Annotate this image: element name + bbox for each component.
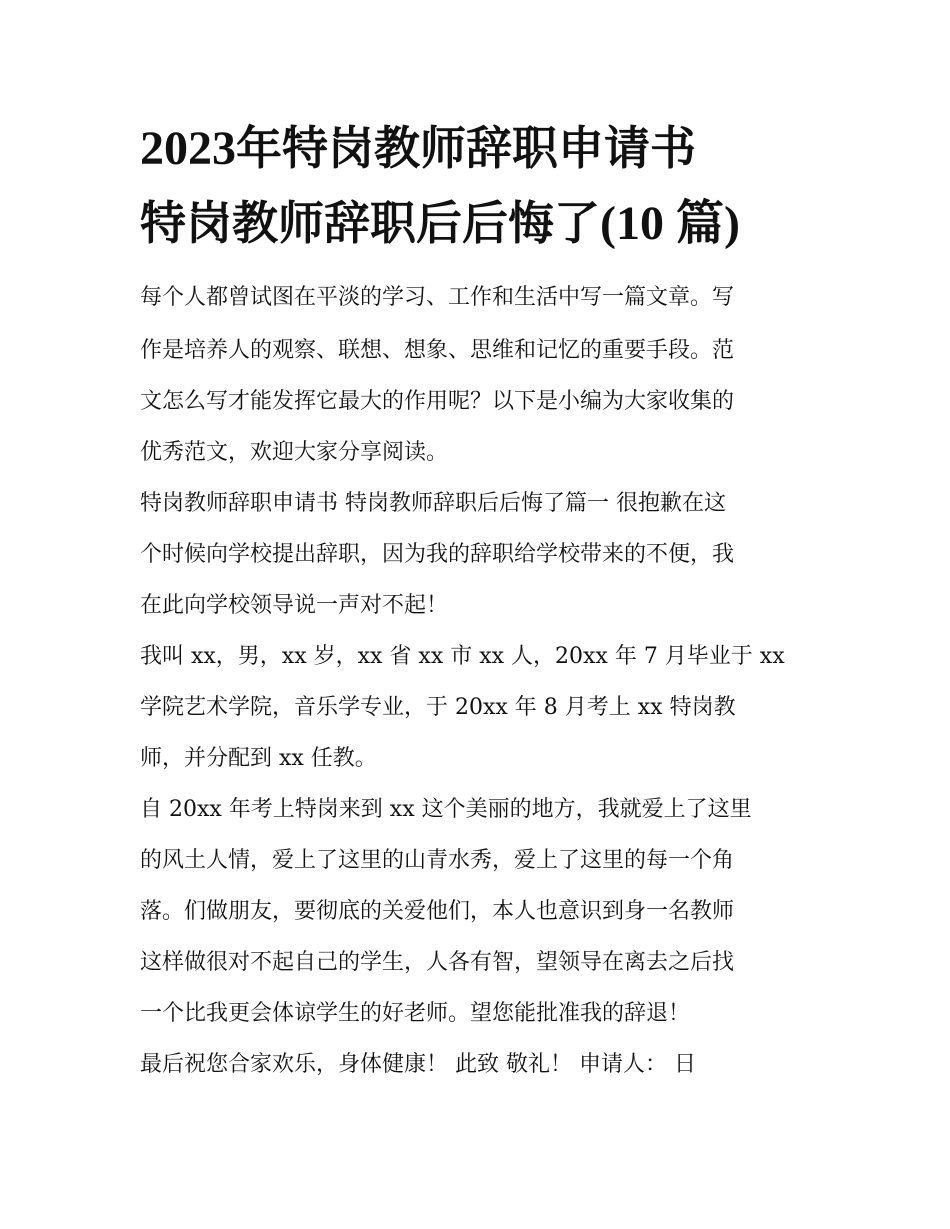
body-line: 学院艺术学院，音乐学专业，于 20xx 年 8 月考上 xx 特岗教 bbox=[140, 695, 736, 720]
title-line-1 bbox=[140, 122, 820, 175]
body-line: 个时候向学校提出辞职，因为我的辞职给学校带来的不便，我 bbox=[140, 542, 735, 567]
title-line-2-suffix: (10 篇) bbox=[600, 197, 740, 250]
title-line-2-text: 特岗教师辞职后后悔了 bbox=[140, 196, 600, 250]
body-line: 的风土人情，爱上了这里的山青水秀，爱上了这里的每一个角 bbox=[140, 848, 735, 873]
body-line: 最后祝您合家欢乐，身体健康！ 此致 敬礼！ 申请人： 日 bbox=[140, 1052, 696, 1077]
title-year: 2023 bbox=[140, 122, 236, 175]
body-line: 一个比我更会体谅学生的好老师。望您能批准我的辞退！ bbox=[140, 1001, 691, 1026]
body-line: 作是培养人的观察、联想、想象、思维和记忆的重要手段。范 bbox=[140, 338, 735, 363]
body-line: 优秀范文，欢迎大家分享阅读。 bbox=[140, 440, 449, 465]
body-line: 我叫 xx，男，xx 岁，xx 省 xx 市 xx 人，20xx 年 7 月毕业于 xx bbox=[140, 644, 785, 669]
body-line: 特岗教师辞职申请书 特岗教师辞职后后悔了篇一 很抱歉在这 bbox=[140, 491, 726, 516]
body-line: 自 20xx 年考上特岗来到 xx 这个美丽的地方，我就爱上了这里 bbox=[140, 797, 752, 822]
title-line-2 bbox=[140, 197, 820, 250]
body-line: 师，并分配到 xx 任教。 bbox=[140, 746, 377, 771]
title-line-1-text: 年特岗教师辞职申请书 bbox=[236, 121, 696, 175]
body-line: 落。们做朋友，要彻底的关爱他们，本人也意识到身一名教师 bbox=[140, 899, 735, 924]
body-line: 每个人都曾试图在平淡的学习、工作和生活中写一篇文章。写 bbox=[140, 285, 735, 310]
body-line: 在此向学校领导说一声对不起！ bbox=[140, 593, 449, 618]
body-line: 这样做很对不起自己的学生，人各有智，望领导在离去之后找 bbox=[140, 950, 735, 975]
body-line: 文怎么写才能发挥它最大的作用呢？以下是小编为大家收集的 bbox=[140, 389, 735, 414]
